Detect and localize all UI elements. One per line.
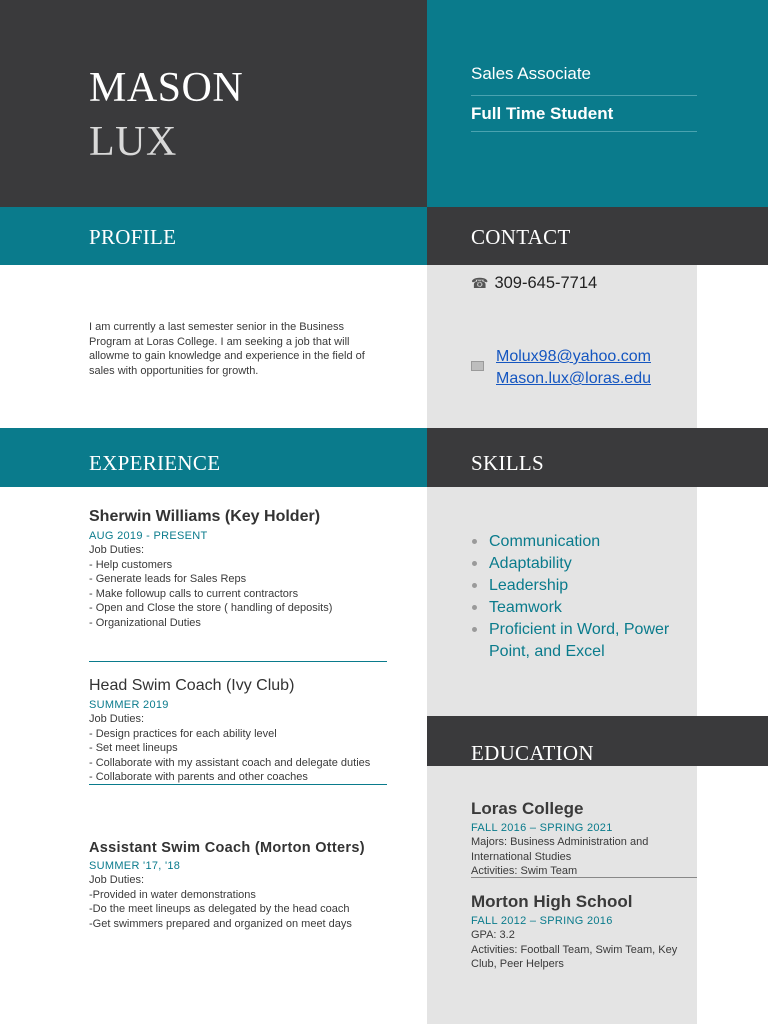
job-line: - Collaborate with my assistant coach and delegate duties	[89, 756, 371, 769]
experience-item	[89, 508, 387, 631]
job-line: - Collaborate with parents and other coaches	[89, 771, 308, 784]
job-line: - Generate leads for Sales Reps	[89, 573, 247, 586]
education-heading: EDUCATION	[471, 741, 594, 765]
phone-icon: ☎	[471, 275, 489, 291]
experience-item	[89, 677, 387, 785]
skills-list	[471, 531, 696, 663]
first-name: MASON	[89, 65, 244, 111]
job-title: Assistant Swim Coach (Morton Otters)	[89, 840, 365, 856]
job-title: Sherwin Williams (Key Holder)	[89, 508, 321, 525]
divider	[89, 784, 387, 785]
skill-label: Teamwork	[489, 599, 562, 616]
profile-heading: PROFILE	[89, 225, 177, 249]
divider	[89, 661, 387, 662]
profile-header-bar	[0, 207, 427, 265]
job-line: -Get swimmers prepared and organized on meet days	[89, 917, 352, 930]
education-line: GPA: 3.2	[471, 929, 515, 941]
education-line: Activities: Football Team, Swim Team, Key Club, Peer Helpers	[471, 943, 678, 971]
email-link-loras[interactable]: Mason.lux@loras.edu	[496, 370, 651, 387]
last-name: LUX	[89, 119, 177, 165]
job-line: - Open and Close the store ( handling of deposits)	[89, 602, 333, 615]
title-full-time-student: Full Time Student	[471, 104, 697, 132]
email-link-yahoo[interactable]: Molux98@yahoo.com	[496, 348, 651, 365]
job-title: Head Swim Coach (Ivy Club)	[89, 677, 295, 694]
job-date: SUMMER '17, '18	[89, 860, 181, 872]
skill-item	[471, 619, 696, 662]
education-item	[471, 799, 697, 879]
job-line: Job Duties:	[89, 544, 145, 556]
education-line: Activities: Swim Team	[471, 865, 578, 878]
job-line: - Set meet lineups	[89, 742, 178, 755]
title-sales-associate: Sales Associate	[471, 64, 697, 96]
education-line: Majors: Business Administration and International Studies	[471, 836, 649, 863]
job-line: - Make followup calls to current contractors	[89, 587, 299, 600]
education-item	[471, 892, 697, 972]
education-date: FALL 2016 – SPRING 2021	[471, 822, 613, 834]
skill-label: Communication	[489, 533, 601, 550]
phone-row	[471, 274, 597, 293]
skills-heading: SKILLS	[471, 451, 544, 475]
job-date: SUMMER 2019	[89, 699, 169, 711]
skill-item	[471, 553, 696, 575]
bullet-icon	[472, 561, 477, 566]
divider	[471, 877, 697, 878]
phone-number: 309-645-7714	[494, 274, 598, 292]
school-name: Loras College	[471, 799, 584, 818]
job-date: AUG 2019 - PRESENT	[89, 530, 208, 542]
bullet-icon	[472, 605, 477, 610]
bullet-icon	[472, 539, 477, 544]
job-line: - Organizational Duties	[89, 616, 201, 629]
contact-heading: CONTACT	[471, 225, 571, 249]
experience-item	[89, 840, 387, 931]
job-line: Job Duties:	[89, 713, 145, 725]
skill-item	[471, 531, 696, 553]
bullet-icon	[472, 583, 477, 588]
job-line: -Provided in water demonstrations	[89, 888, 256, 901]
profile-text: I am currently a last semester senior in the Business Program at Loras College. I am seeking a job that will allowme to gain knowledge and experience in the field of sales with opportunities for growth.	[89, 321, 365, 377]
school-name: Morton High School	[471, 892, 633, 911]
skill-label: Leadership	[489, 577, 569, 594]
bullet-icon	[472, 627, 477, 632]
education-date: FALL 2012 – SPRING 2016	[471, 915, 613, 927]
job-line: -Do the meet lineups as delegated by the head coach	[89, 903, 350, 916]
experience-heading: EXPERIENCE	[89, 451, 221, 475]
skill-item	[471, 597, 696, 619]
mail-icon	[471, 361, 484, 371]
job-line: - Design practices for each ability level	[89, 727, 277, 740]
job-line: - Help customers	[89, 558, 173, 571]
skill-label: Adaptability	[489, 555, 572, 572]
skill-label: Proficient in Word, Power Point, and Excel	[489, 621, 670, 660]
skill-item	[471, 575, 696, 597]
job-line: Job Duties:	[89, 874, 145, 886]
